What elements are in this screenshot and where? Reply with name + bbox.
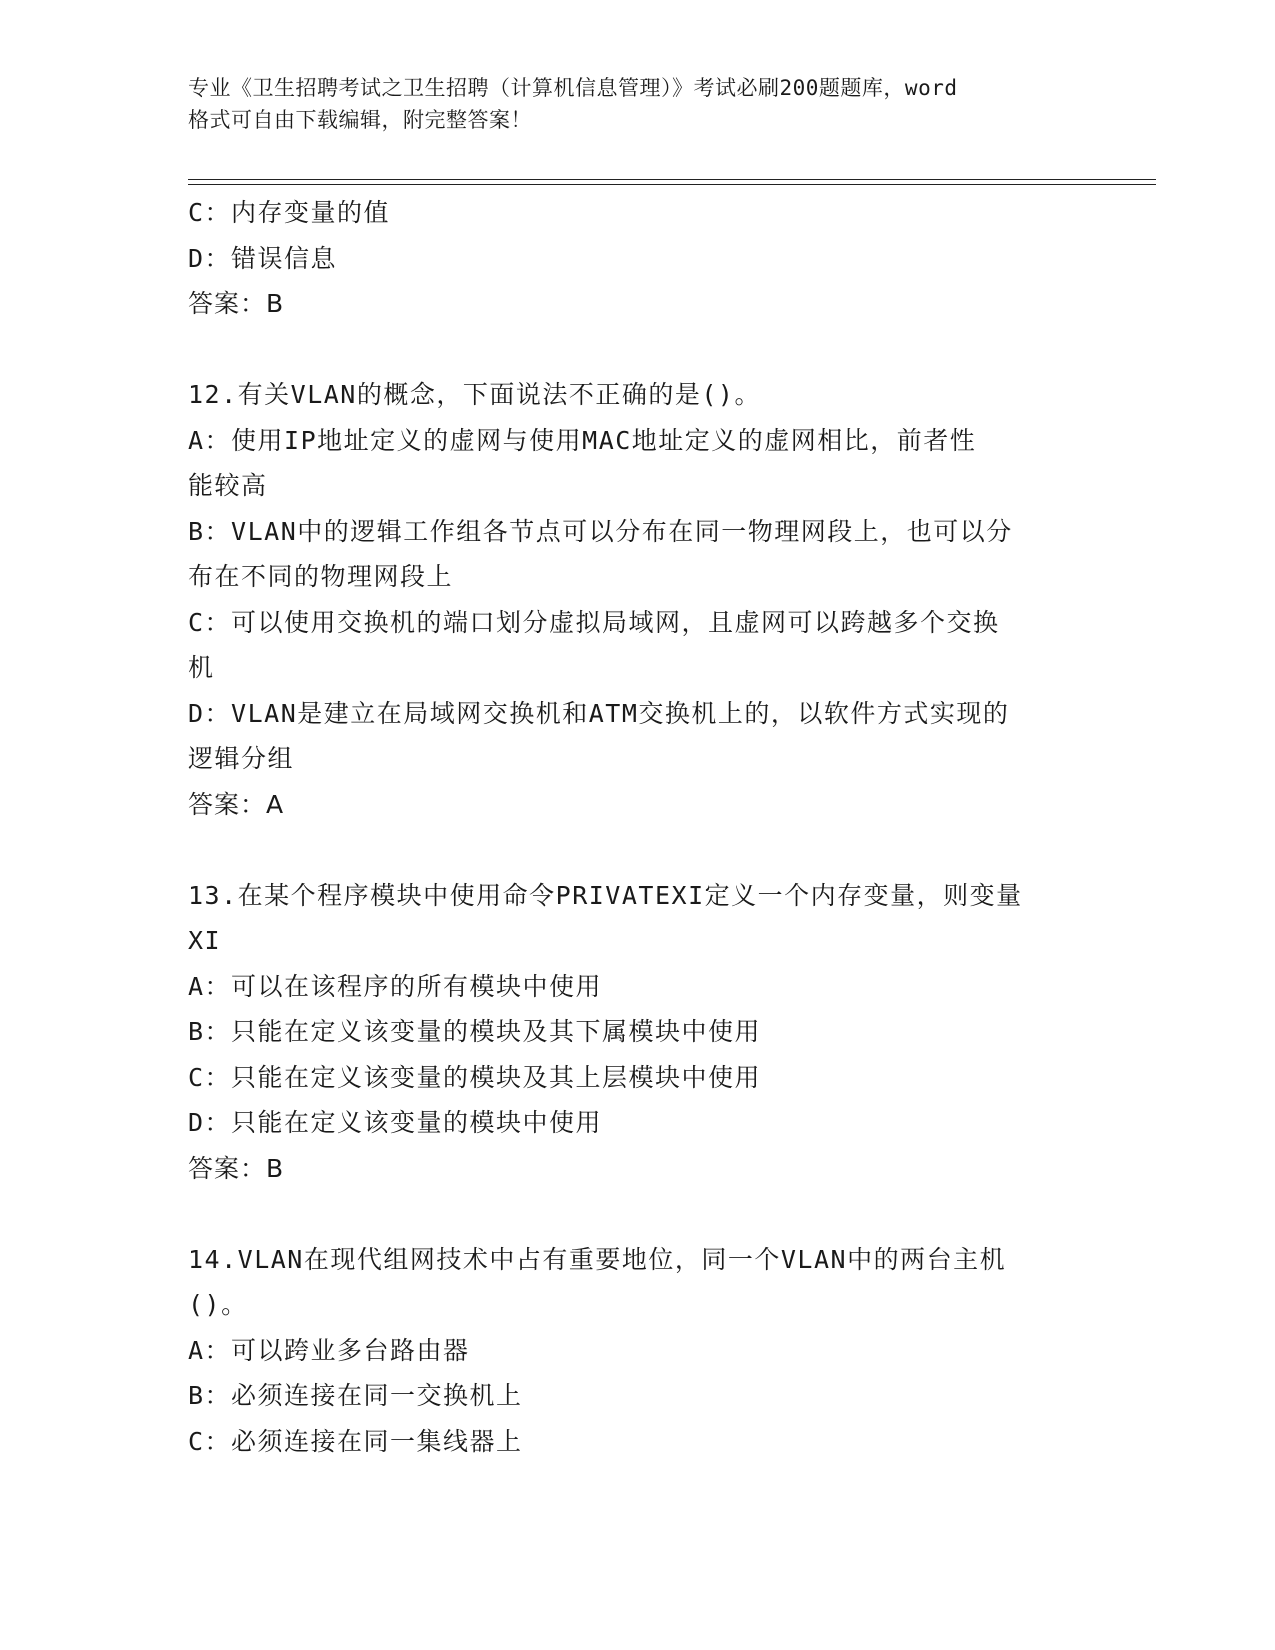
question-stem: 13.在某个程序模块中使用命令PRIVATEXI定义一个内存变量，则变量 xyxy=(188,880,1023,910)
question-12 xyxy=(188,372,1088,827)
option-d: D：错误信息 xyxy=(188,243,338,273)
spacer xyxy=(188,327,1088,373)
option-a-continued: 能较高 xyxy=(188,471,268,500)
question-stem-continued: ()。 xyxy=(188,1290,248,1319)
question-11-tail xyxy=(188,190,1088,327)
question-stem: 12.有关VLAN的概念，下面说法不正确的是()。 xyxy=(188,380,761,409)
option-d: D：VLAN是建立在局域网交换机和ATM交换机上的，以软件方式实现的 xyxy=(188,698,1010,728)
option-c: C：内存变量的值 xyxy=(188,198,391,227)
spacer xyxy=(188,827,1088,873)
question-14 xyxy=(188,1237,1088,1465)
option-d: D：只能在定义该变量的模块中使用 xyxy=(188,1108,603,1137)
question-stem: 14.VLAN在现代组网技术中占有重要地位，同一个VLAN中的两台主机 xyxy=(188,1244,1007,1274)
option-c-continued: 机 xyxy=(188,653,215,682)
option-a: A：可以跨业多台路由器 xyxy=(188,1335,470,1365)
header-rule-bottom xyxy=(188,184,1156,185)
option-a: A：使用IP地址定义的虚网与使用MAC地址定义的虚网相比，前者性 xyxy=(188,425,977,455)
document-header xyxy=(188,72,1088,136)
spacer xyxy=(188,1191,1088,1237)
option-b: B：VLAN中的逻辑工作组各节点可以分布在同一物理网段上，也可以分 xyxy=(188,516,1013,546)
option-b: B：必须连接在同一交换机上 xyxy=(188,1381,523,1410)
option-d-continued: 逻辑分组 xyxy=(188,744,295,773)
question-stem-continued: XI xyxy=(188,926,222,955)
question-13 xyxy=(188,873,1088,1192)
document-body xyxy=(188,190,1088,1464)
answer: 答案：B xyxy=(188,289,285,318)
header-rule-top xyxy=(188,179,1156,180)
option-c: C：可以使用交换机的端口划分虚拟局域网，且虚网可以跨越多个交换 xyxy=(188,607,1000,637)
option-b-continued: 布在不同的物理网段上 xyxy=(188,562,454,591)
option-b: B：只能在定义该变量的模块及其下属模块中使用 xyxy=(188,1017,762,1046)
header-line-2: 格式可自由下载编辑，附完整答案！ xyxy=(188,108,532,132)
header-line-1: 专业《卫生招聘考试之卫生招聘（计算机信息管理）》考试必刷200题题库，word xyxy=(188,76,958,100)
option-a: A：可以在该程序的所有模块中使用 xyxy=(188,971,603,1001)
answer: 答案：A xyxy=(188,789,285,819)
option-c: C：只能在定义该变量的模块及其上层模块中使用 xyxy=(188,1062,762,1092)
option-c: C：必须连接在同一集线器上 xyxy=(188,1426,523,1456)
answer: 答案：B xyxy=(188,1153,285,1183)
